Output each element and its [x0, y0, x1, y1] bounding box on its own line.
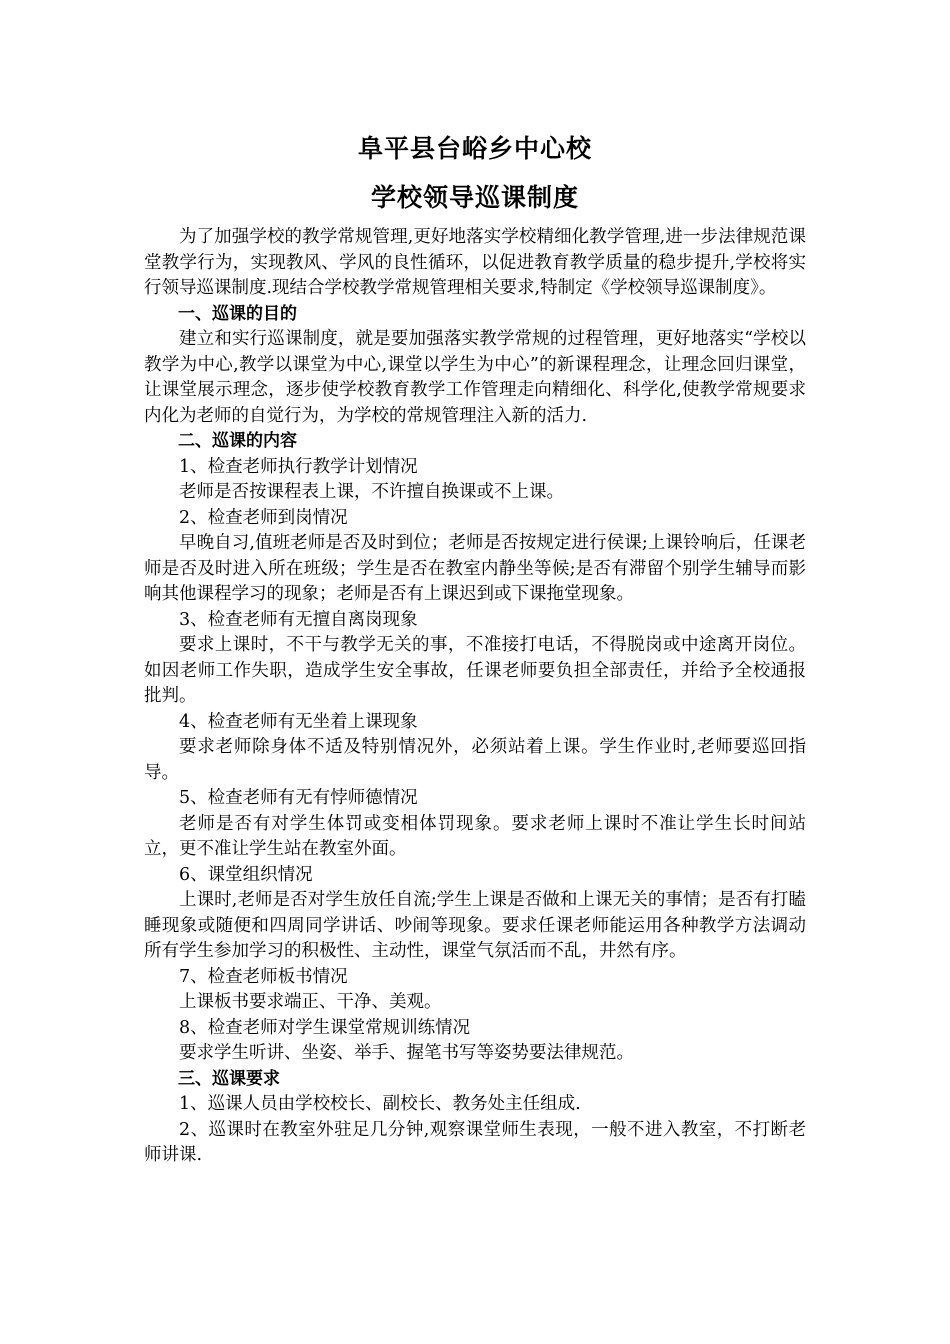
item-title-7: 7、检查老师板书情况 [179, 966, 348, 987]
school-title: 阜平县台峪乡中心校 [357, 134, 592, 163]
item-body-2: 早晚自习,值班老师是否及时到位；老师是否按规定进行侯课;上课铃响后，任课老师是否及时进入所在班级；学生是否在教室内静坐等候;是否有滞留个别学生辅导而影响其他课程学习的现象；老师是否有上课迟到或下课拖堂现象。 [144, 533, 806, 604]
item-body-1: 老师是否按课程表上课，不许擅自换课或不上课。 [179, 482, 564, 502]
requirement-2: 2、巡课时在教室外驻足几分钟,观察课堂师生表现，一般不进入教室，不打断老师讲课. [144, 1119, 806, 1165]
item-title-6: 6、课堂组织情况 [179, 864, 313, 885]
item-title-5: 5、检查老师有无有悖师德情况 [179, 788, 418, 808]
item-body-8: 要求学生听讲、坐姿、举手、握笔书写等姿势要法律规范。 [179, 1043, 634, 1063]
section-body-purpose: 建立和实行巡课制度，就是要加强落实教学常规的过程管理，更好地落实“学校以教学为中心,教学以课堂为中心,课堂以学生为中心”的新课程理念，让理念回归课堂，让课堂展示理念，逐步使学校教育教学工作管理走向精细化、科学化,使教学常规要求内化为老师的自觉行为，为学校的常规管理注入新的活力. [144, 329, 806, 426]
section-heading-requirements: 三、巡课要求 [178, 1068, 280, 1089]
requirement-1: 1、巡课人员由学校校长、副校长、教务处主任组成. [179, 1094, 581, 1114]
intro-paragraph: 为了加强学校的教学常规管理,更好地落实学校精细化教学管理,进一步法律规范课堂教学行为，实现教风、学风的良性循环，以促进教育教学质量的稳步提升,学校将实行领导巡课制度.现结合学校教学常规管理相关要求,特制定《学校领导巡课制度》。 [144, 227, 806, 298]
item-title-8: 8、检查老师对学生课堂常规训练情况 [179, 1017, 471, 1038]
item-body-7: 上课板书要求端正、干净、美观。 [179, 992, 442, 1012]
item-title-1: 1、检查老师执行教学计划情况 [179, 456, 418, 477]
item-title-3: 3、检查老师有无擅自离岗现象 [179, 609, 418, 630]
section-heading-purpose: 一、巡课的目的 [178, 303, 297, 324]
item-title-2: 2、检查老师到岗情况 [179, 507, 348, 528]
item-body-4: 要求老师除身体不适及特别情况外，必须站着上课。学生作业时,老师要巡回指导。 [144, 737, 806, 783]
item-body-5: 老师是否有对学生体罚或变相体罚现象。要求老师上课时不准让学生长时间站立，更不准让学生站在教室外面。 [144, 813, 806, 859]
section-heading-content: 二、巡课的内容 [178, 431, 297, 451]
item-title-4: 4、检查老师有无坐着上课现象 [179, 711, 418, 732]
item-body-3: 要求上课时，不干与教学无关的事，不准接打电话，不得脱岗或中途离开岗位。如因老师工作失职，造成学生安全事故，任课老师要负担全部责任，并给予全校通报批判。 [144, 635, 806, 706]
document-title: 学校领导巡课制度 [370, 183, 579, 212]
document-body [144, 225, 806, 1169]
item-body-6: 上课时,老师是否对学生放任自流;学生上课是否做和上课无关的事情；是否有打瞌睡现象或随便和四周同学讲话、吵闹等现象。要求任课老师能运用各种教学方法调动所有学生参加学习的积极性、主动性，课堂气氛活而不乱，井然有序。 [144, 890, 806, 961]
